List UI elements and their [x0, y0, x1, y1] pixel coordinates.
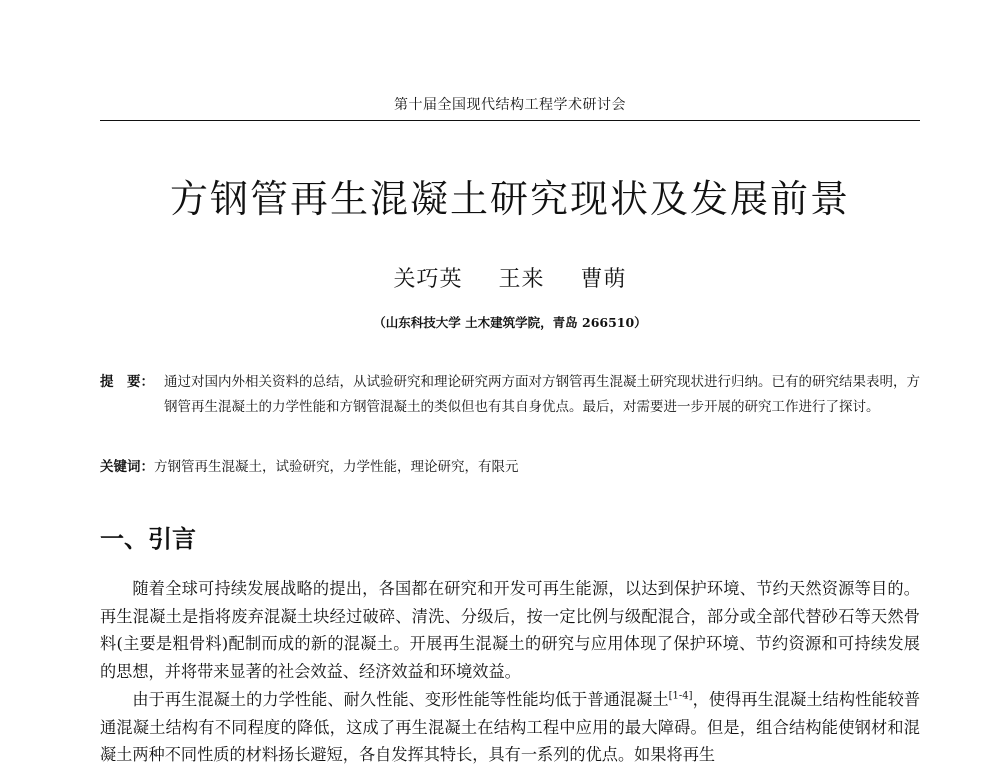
- keywords-text: 方钢管再生混凝土，试验研究，力学性能，理论研究，有限元: [154, 459, 519, 475]
- author-name: 王来: [498, 267, 545, 292]
- keywords: [100, 455, 920, 480]
- paragraph-text: 由于再生混凝土的力学性能、耐久性能、变形性能等性能均低于普通混凝土: [132, 689, 669, 709]
- paragraph-text: ，使得再生混凝土结构性能较普通混凝土结构有不同程度的降低，这成了再生混凝土在结构工程中应用的最大障碍。但是，组合结构能使钢材和混凝土两种不同性质的材料扬长避短，各自发挥其特长，具有一系列的优点。如果将再生: [100, 689, 921, 765]
- abstract: [100, 370, 920, 420]
- body-paragraph: [100, 686, 920, 769]
- header-rule: [100, 120, 920, 121]
- section-heading: 一、引言: [100, 525, 196, 553]
- author-name: 关巧英: [393, 267, 463, 292]
- author-list: [100, 262, 920, 293]
- running-header: 第十届全国现代结构工程学术研讨会: [394, 97, 626, 113]
- body-text: [100, 575, 920, 769]
- paper-title: 方钢管再生混凝土研究现状及发展前景: [169, 177, 850, 221]
- keywords-label: 关键词：: [100, 459, 154, 475]
- abstract-text: 通过对国内外相关资料的总结，从试验研究和理论研究两方面对方钢管再生混凝土研究现状进行归纳。已有的研究结果表明，方钢管再生混凝土的力学性能和方钢管混凝土的类似但也有其自身优点。最后，对需要进一步开展的研究工作进行了探讨。: [164, 374, 920, 415]
- abstract-label: 提 要：: [100, 374, 154, 390]
- citation-ref[interactable]: [1-4]: [668, 690, 693, 702]
- affiliation: （山东科技大学 土木建筑学院，青岛 266510）: [373, 315, 647, 330]
- author-name: 曹萌: [580, 267, 627, 292]
- body-paragraph: 随着全球可持续发展战略的提出，各国都在研究和开发可再生能源，以达到保护环境、节约天然资源等目的。再生混凝土是指将废弃混凝土块经过破碎、清洗、分级后，按一定比例与级配混合，部分或全部代替砂石等天然骨料(主要是粗骨料)配制而成的新的混凝土。开展再生混凝土的研究与应用体现了保护环境、节约资源和可持续发展的思想，并将带来显著的社会效益、经济效益和环境效益。: [100, 579, 920, 682]
